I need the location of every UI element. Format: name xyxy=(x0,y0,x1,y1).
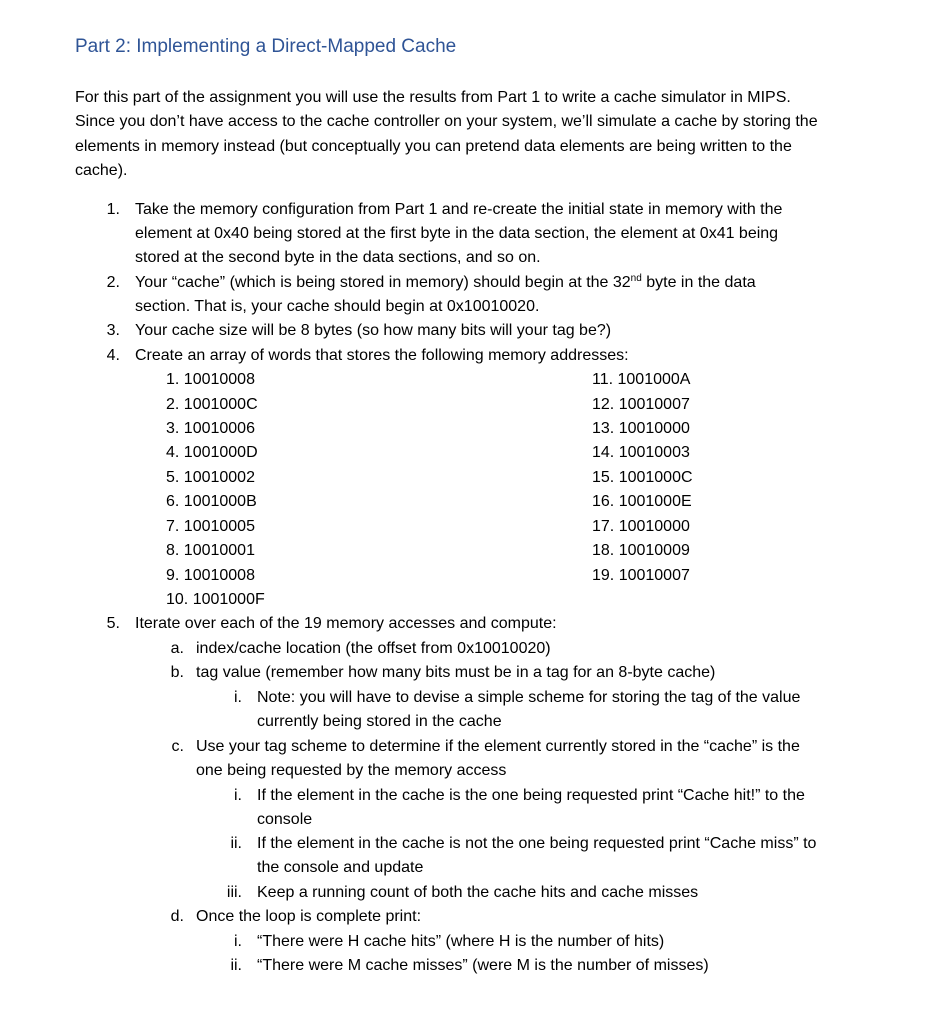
sub-text: currently being stored in the cache xyxy=(257,713,502,730)
address-item: 10. 1001000F xyxy=(166,591,265,608)
address-item: 8. 10010001 xyxy=(166,542,255,559)
list-text xyxy=(135,273,756,293)
address-item: 7. 10010005 xyxy=(166,518,255,535)
intro-line: Since you don’t have access to the cache controller on your system, we’ll simulate a cache by storing the xyxy=(75,113,818,131)
address-item: 11. 1001000A xyxy=(592,371,691,388)
address-item: 13. 10010000 xyxy=(592,420,690,437)
intro-line: For this part of the assignment you will use the results from Part 1 to write a cache simulator in MIPS. xyxy=(75,89,791,106)
roman-label: i. xyxy=(234,933,242,950)
address-item: 16. 1001000E xyxy=(592,493,692,510)
intro-paragraph xyxy=(75,86,875,183)
sub-text: Keep a running count of both the cache hits and cache misses xyxy=(257,884,699,901)
sub-text: If the element in the cache is the one being requested print “Cache hit!” to the xyxy=(257,787,805,804)
list-number: 2. xyxy=(106,274,120,291)
sub-text: Use your tag scheme to determine if the element currently stored in the “cache” is the xyxy=(196,738,800,755)
address-item: 18. 10010009 xyxy=(592,542,690,559)
address-item: 9. 10010008 xyxy=(166,567,255,584)
sub-text: If the element in the cache is not the one being requested print “Cache miss” to xyxy=(257,835,817,852)
address-item: 5. 10010002 xyxy=(166,469,255,486)
sub-text: “There were M cache misses” (were M is the number of misses) xyxy=(257,957,709,974)
sub-text: Once the loop is complete print: xyxy=(196,908,422,925)
list-text: section. That is, your cache should begin at 0x10010020. xyxy=(135,298,540,315)
list-text-part: byte in the data xyxy=(641,274,756,291)
list-number: 3. xyxy=(106,322,120,339)
sub-text: one being requested by the memory access xyxy=(196,762,507,779)
list-text: Create an array of words that stores the following memory addresses: xyxy=(135,347,629,364)
roman-label: i. xyxy=(234,689,242,706)
sub-label: b. xyxy=(170,664,184,681)
roman-label: ii. xyxy=(230,957,242,974)
intro-line: elements in memory instead (but conceptually you can pretend data elements are being written to the xyxy=(75,137,792,155)
sub-text: index/cache location (the offset from 0x10010020) xyxy=(196,640,551,657)
sub-text: console xyxy=(257,811,313,828)
address-item: 17. 10010000 xyxy=(592,518,690,535)
sub-label: d. xyxy=(170,908,184,925)
address-item: 4. 1001000D xyxy=(166,444,258,461)
address-item: 14. 10010003 xyxy=(592,444,690,461)
sub-label: c. xyxy=(171,738,184,755)
section-heading: Part 2: Implementing a Direct-Mapped Cache xyxy=(75,36,457,57)
roman-label: iii. xyxy=(226,884,242,901)
sub-text: tag value (remember how many bits must be in a tag for an 8-byte cache) xyxy=(196,664,716,681)
list-text: stored at the second byte in the data sections, and so on. xyxy=(135,249,541,266)
address-item: 19. 10010007 xyxy=(592,567,690,584)
sub-text: “There were H cache hits” (where H is the number of hits) xyxy=(257,933,665,950)
address-item: 15. 1001000C xyxy=(592,469,693,486)
address-item: 3. 10010006 xyxy=(166,420,255,437)
list-text: element at 0x40 being stored at the first byte in the data section, the element at 0x41 being xyxy=(135,225,779,242)
list-number: 1. xyxy=(106,201,120,218)
sub-label: a. xyxy=(170,640,184,657)
address-item: 2. 1001000C xyxy=(166,396,258,413)
ordinal-suffix: nd xyxy=(630,273,642,284)
address-item: 1. 10010008 xyxy=(166,371,255,388)
list-text: Take the memory configuration from Part 1 and re-create the initial state in memory with the xyxy=(135,201,783,218)
list-text-part: Your “cache” (which is being stored in memory) should begin at the 32 xyxy=(135,274,631,291)
address-item: 6. 1001000B xyxy=(166,493,257,510)
list-number: 5. xyxy=(106,615,120,632)
list-text: Your cache size will be 8 bytes (so how many bits will your tag be?) xyxy=(135,322,612,339)
roman-label: i. xyxy=(234,787,242,804)
intro-line: cache). xyxy=(75,161,128,179)
sub-text: the console and update xyxy=(257,859,424,876)
list-number: 4. xyxy=(106,347,120,364)
list-text: Iterate over each of the 19 memory accesses and compute: xyxy=(135,615,557,632)
roman-label: ii. xyxy=(230,835,242,852)
sub-text: Note: you will have to devise a simple scheme for storing the tag of the value xyxy=(257,689,801,706)
address-item: 12. 10010007 xyxy=(592,396,690,413)
